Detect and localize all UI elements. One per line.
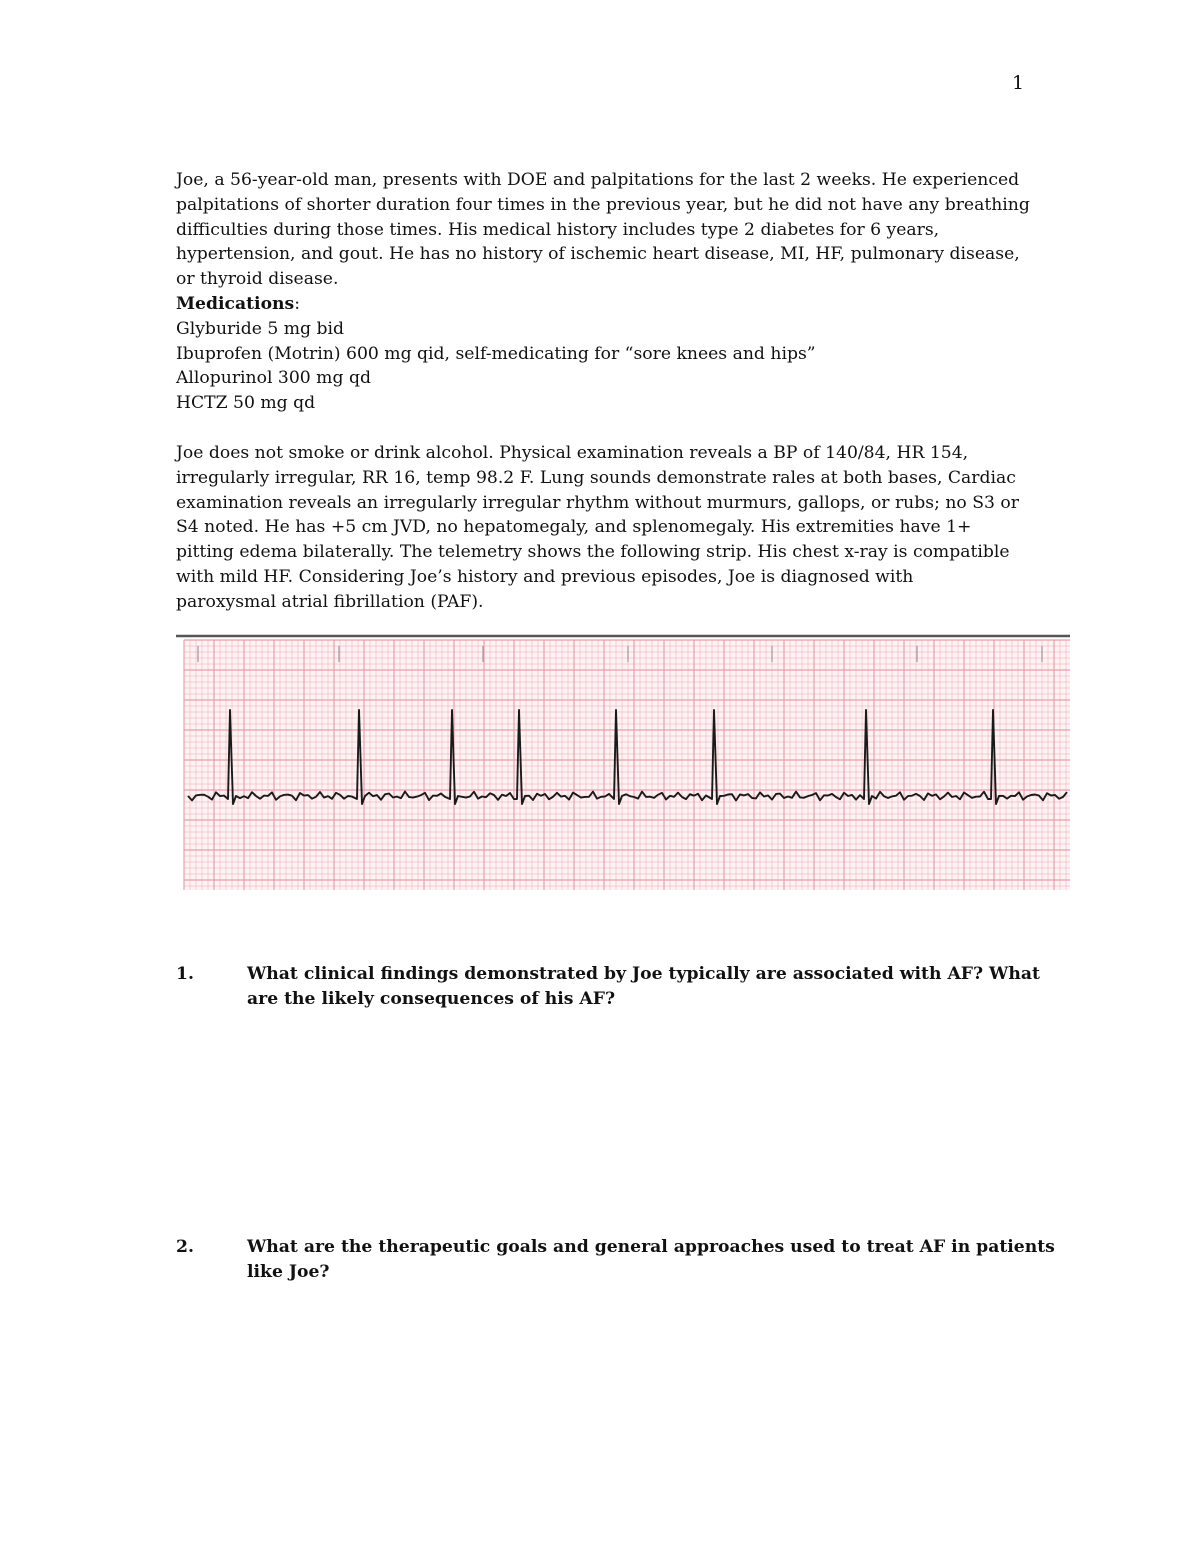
- page-number: 1: [1012, 72, 1025, 94]
- medications-heading: Medications: [176, 293, 295, 314]
- grid-background: [184, 640, 1070, 890]
- intro-line: or thyroid disease.: [176, 269, 339, 290]
- exam-line: paroxysmal atrial fibrillation (PAF).: [176, 591, 484, 612]
- exam-line: Joe does not smoke or drink alcohol. Physical examination reveals a BP of 140/84, HR 154,: [176, 443, 969, 463]
- exam-line: with mild HF. Considering Joe’s history and previous episodes, Joe is diagnosed with: [176, 566, 914, 587]
- medication-item: Allopurinol 300 mg qd: [176, 368, 371, 389]
- ecg-telemetry-strip: [176, 632, 1076, 912]
- medication-item: HCTZ 50 mg qd: [176, 393, 316, 414]
- intro-line: hypertension, and gout. He has no history of ischemic heart disease, MI, HF, pulmonary disease,: [176, 244, 1020, 265]
- exam-line: pitting edema bilaterally. The telemetry shows the following strip. His chest x-ray is compatible: [176, 542, 1010, 563]
- question-number: 1.: [176, 964, 194, 984]
- question-line: like Joe?: [247, 1261, 330, 1282]
- physical-exam-paragraph: [176, 441, 1026, 615]
- intro-line: palpitations of shorter duration four times in the previous year, but he did not have any breathing: [176, 194, 1030, 215]
- question-line: are the likely consequences of his AF?: [247, 988, 616, 1009]
- question-line: What are the therapeutic goals and general approaches used to treat AF in patients: [247, 1237, 1055, 1257]
- question-text: [247, 1235, 1055, 1285]
- question-number: 2.: [176, 1237, 194, 1257]
- medications-heading-line: [176, 292, 1026, 317]
- medication-item: Ibuprofen (Motrin) 600 mg qid, self-medicating for “sore knees and hips”: [176, 343, 816, 364]
- question-text: [247, 962, 1040, 1012]
- intro-line: Joe, a 56-year-old man, presents with DOE and palpitations for the last 2 weeks. He experienced: [176, 170, 1020, 190]
- medication-item: Glyburide 5 mg bid: [176, 318, 345, 339]
- intro-line: difficulties during those times. His medical history includes type 2 diabetes for 6 years,: [176, 219, 940, 240]
- medications-heading-colon: :: [294, 293, 301, 314]
- exam-line: examination reveals an irregularly irregular rhythm without murmurs, gallops, or rubs; no S3 or: [176, 492, 1019, 513]
- exam-line: irregularly irregular, RR 16, temp 98.2 F. Lung sounds demonstrate rales at both bases, Cardiac: [176, 467, 1016, 488]
- question-line: What clinical findings demonstrated by Joe typically are associated with AF? What: [247, 964, 1040, 984]
- case-intro: [176, 168, 1030, 416]
- exam-line: S4 noted. He has +5 cm JVD, no hepatomegaly, and splenomegaly. His extremities have 1+: [176, 517, 972, 538]
